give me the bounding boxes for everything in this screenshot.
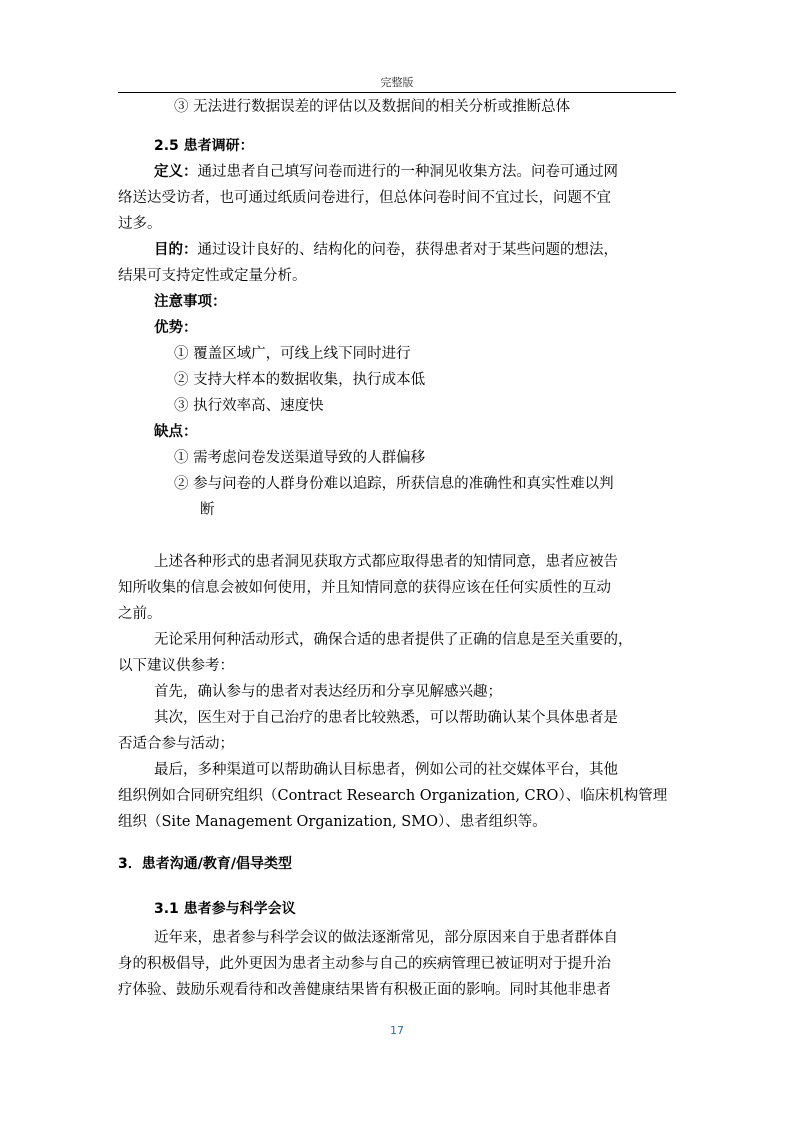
pros-label: 优势： — [154, 320, 198, 336]
definition-text: 通过患者自己填写问卷而进行的一种洞见收集方法。问卷可通过网 — [197, 164, 618, 180]
header-rule — [118, 92, 676, 93]
list-item: ① 覆盖区域广，可线上线下同时进行 — [174, 346, 411, 362]
paragraph-line: 之前。 — [118, 606, 162, 622]
paragraph-line: 知所收集的信息会被如何使用，并且知情同意的获得应该在任何实质性的互动 — [118, 580, 611, 596]
paragraph-line: 最后，多种渠道可以帮助确认目标患者，例如公司的社交媒体平台，其他 — [154, 762, 618, 778]
list-item: ② 参与问卷的人群身份难以追踪，所获信息的准确性和真实性难以判 — [174, 476, 614, 492]
paragraph-line: 近年来，患者参与科学会议的做法逐渐常见，部分原因来自于患者群体自 — [154, 930, 618, 946]
paragraph-line: 首先，确认参与的患者对表达经历和分享见解感兴趣； — [154, 684, 502, 700]
goal-text: 通过设计良好的、结构化的问卷，获得患者对于某些问题的想法， — [197, 242, 618, 258]
paragraph-line: 以下建议供参考： — [118, 658, 234, 674]
paragraph-line — [118, 237, 678, 263]
section-heading: 2.5 患者调研： — [154, 138, 254, 154]
paragraph-line — [118, 159, 678, 185]
paragraph-line: 结果可支持定性或定量分析。 — [118, 268, 307, 284]
definition-label: 定义： — [154, 164, 198, 180]
list-item-continuation: 断 — [200, 502, 215, 518]
paragraph-line: 无论采用何种活动形式，确保合适的患者提供了正确的信息是至关重要的， — [154, 632, 633, 648]
paragraph-line: 否适合参与活动； — [118, 736, 234, 752]
notes-label: 注意事项： — [154, 294, 227, 310]
paragraph-line: 组织（Site Management Organization, SMO）、患者组织等。 — [118, 814, 547, 830]
list-item: ② 支持大样本的数据收集，执行成本低 — [174, 372, 426, 388]
page-content — [118, 94, 678, 1003]
paragraph-line: 上述各种形式的患者洞见获取方式都应取得患者的知情同意，患者应被告 — [154, 554, 618, 570]
list-item: ③ 执行效率高、速度快 — [174, 398, 324, 414]
page-header-title: 完整版 — [380, 76, 414, 89]
page-number: 17 — [390, 1024, 404, 1037]
cons-label: 缺点： — [154, 424, 198, 440]
section-heading: 3．患者沟通/教育/倡导类型 — [118, 856, 292, 872]
list-item: ③ 无法进行数据误差的评估以及数据间的相关分析或推断总体 — [174, 99, 571, 115]
paragraph-line: 过多。 — [118, 216, 162, 232]
paragraph-line: 组织例如合同研究组织（Contract Research Organization, CRO）、临床机构管理 — [118, 788, 668, 804]
paragraph-line: 其次，医生对于自己治疗的患者比较熟悉，可以帮助确认某个具体患者是 — [154, 710, 618, 726]
list-item: ① 需考虑问卷发送渠道导致的人群偏移 — [174, 450, 426, 466]
paragraph-line: 疗体验、鼓励乐观看待和改善健康结果皆有积极正面的影响。同时其他非患者 — [118, 982, 611, 998]
subsection-heading: 3.1 患者参与科学会议 — [154, 901, 296, 917]
paragraph-line: 身的积极倡导，此外更因为患者主动参与自己的疾病管理已被证明对于提升治 — [118, 956, 611, 972]
goal-label: 目的： — [154, 242, 198, 258]
paragraph-line: 络送达受访者，也可通过纸质问卷进行，但总体问卷时间不宜过长，问题不宜 — [118, 190, 611, 206]
